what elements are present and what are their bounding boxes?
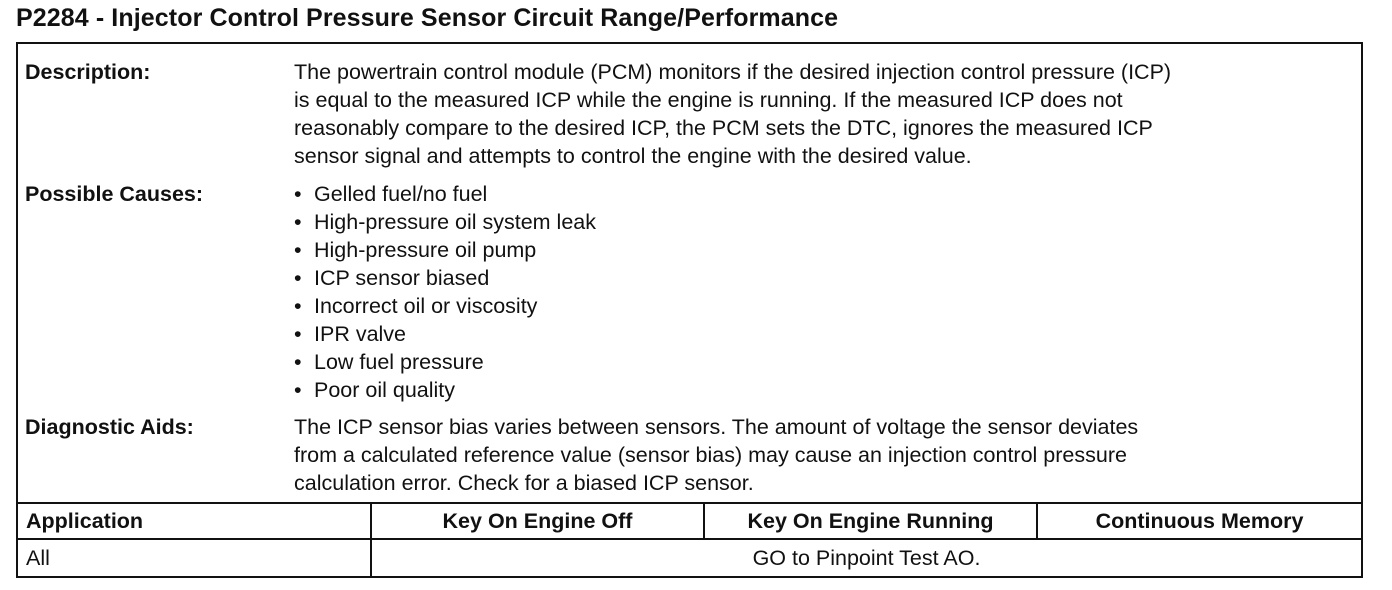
cause-item: • High-pressure oil pump <box>294 236 1359 264</box>
page-title: P2284 - Injector Control Pressure Sensor Circuit Range/Performance <box>16 4 839 32</box>
header-key-on-engine-running: Key On Engine Running <box>747 508 994 533</box>
description-line: The powertrain control module (PCM) monitors if the desired injection control pressure (ICP) <box>294 60 1172 84</box>
description-line: is equal to the measured ICP while the engine is running. If the measured ICP does not <box>294 88 1123 112</box>
cause-item: • Gelled fuel/no fuel <box>294 180 1359 208</box>
header-key-on-engine-off: Key On Engine Off <box>442 508 633 533</box>
diagnostic-aids-line: calculation error. Check for a biased ICP sensor. <box>294 471 754 495</box>
description-text <box>294 58 1359 170</box>
diagnostic-aids-text <box>294 413 1359 497</box>
diagnostic-aids-line: from a calculated reference value (sensor bias) may cause an injection control pressure <box>294 443 1127 467</box>
header-continuous-memory: Continuous Memory <box>1095 508 1304 533</box>
description-line: reasonably compare to the desired ICP, the PCM sets the DTC, ignores the measured ICP <box>294 116 1153 140</box>
cause-item: • IPR valve <box>294 320 1359 348</box>
diagnostic-aids-label: Diagnostic Aids: <box>25 415 194 439</box>
possible-causes-label: Possible Causes: <box>25 182 204 206</box>
possible-causes-list <box>294 180 1359 404</box>
cause-item: • Poor oil quality <box>294 376 1359 404</box>
cause-item: • High-pressure oil system leak <box>294 208 1359 236</box>
description-line: sensor signal and attempts to control the engine with the desired value. <box>294 144 972 168</box>
dtc-info-box <box>16 42 1363 578</box>
header-application: Application <box>26 508 144 533</box>
description-label: Description: <box>25 60 151 84</box>
application-table <box>18 502 1361 578</box>
cause-item: • Incorrect oil or viscosity <box>294 292 1359 320</box>
application-value: All <box>26 545 50 570</box>
diagnostic-aids-line: The ICP sensor bias varies between sensors. The amount of voltage the sensor deviates <box>294 415 1139 439</box>
pinpoint-test-action: GO to Pinpoint Test AO. <box>752 545 981 570</box>
cause-item: • ICP sensor biased <box>294 264 1359 292</box>
cause-item: • Low fuel pressure <box>294 348 1359 376</box>
